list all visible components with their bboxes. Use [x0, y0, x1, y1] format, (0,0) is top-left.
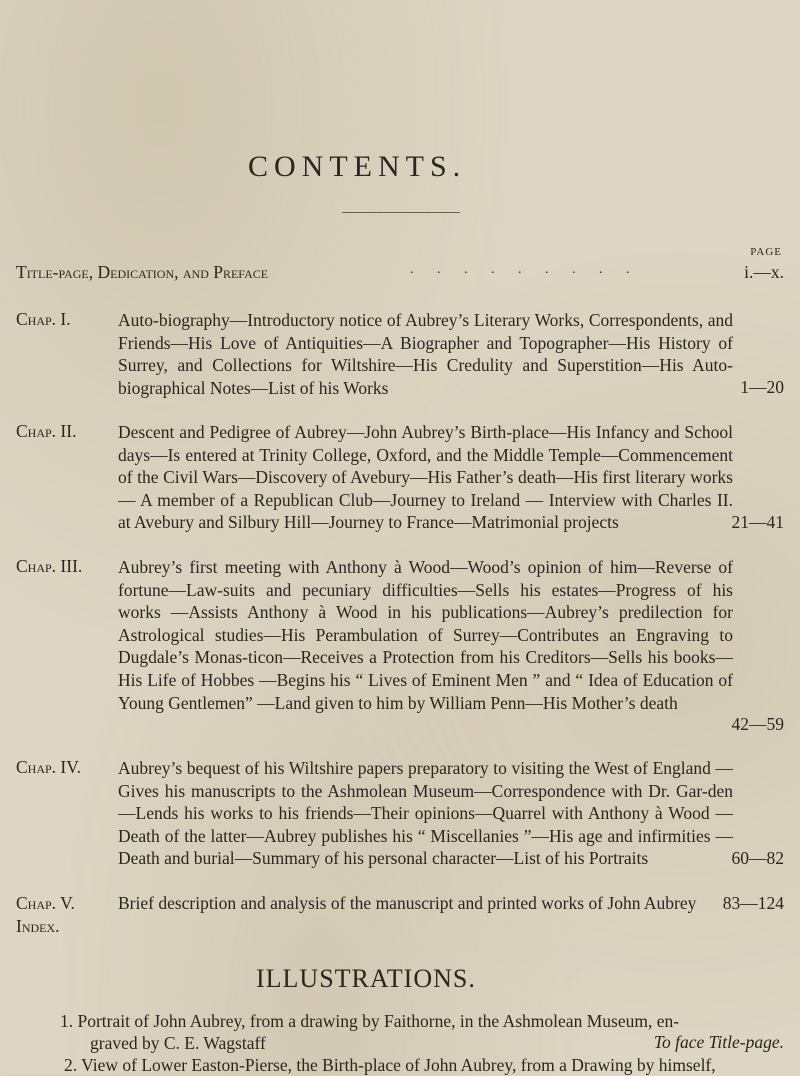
front-matter-label: Title-page, Dedication, and Preface	[16, 262, 269, 282]
page-title: CONTENTS.	[248, 150, 467, 183]
chapter-pages: 21—41	[731, 512, 784, 532]
chapter-pages: 42—59	[731, 714, 784, 734]
index-label: Index.	[16, 916, 60, 936]
illustration-location: To face Title-page.	[653, 1032, 784, 1052]
chapter-label: Chap. III.	[16, 556, 83, 576]
front-matter-leader: . . . . . . . . .	[410, 262, 640, 277]
title-rule	[342, 212, 460, 213]
chapter-summary: Aubrey’s first meeting with Anthony à Wood—Wood’s opinion of him—Reverse of fortune—Law-suits and pecuniary difficulties—Sells his estates—Progress of his works —Assists Anthony à Wood in his publications—Aubrey’s predilection for Astrological studies—His Perambulation of Surrey—Contributes an Engraving to Dugdale’s Monas-ticon—Receives a Protection from his Creditors—Sells his books—His Life of Hobbes —Begins his “ Lives of Eminent Men ” and “ Idea of Education of Young Gentlemen” —Land given to him by William Penn—His Mother’s death	[118, 557, 733, 713]
front-matter-pages: i.—x.	[744, 262, 784, 282]
chapter-label: Chap. IV.	[16, 757, 82, 777]
chapter-summary: Aubrey’s bequest of his Wiltshire papers preparatory to visiting the West of England —Gives his manuscripts to the Ashmolean Museum—Correspondence with Dr. Gar-den—Lends his works to his friends—Their opinions—Quarrel with Anthony à Wood —Death of the latter—Aubrey publishes his “ Miscellanies ”—His age and infirmities —Death and burial—Summary of his personal character—List of his Portraits	[118, 758, 733, 869]
chapter-summary: Brief description and analysis of the manuscript and printed works of John Aubrey	[118, 893, 697, 913]
illustrations-heading: ILLUSTRATIONS.	[256, 964, 476, 993]
page-column-label: PAGE	[750, 246, 782, 258]
illustration-line: 1. Portrait of John Aubrey, from a drawing by Faithorne, in the Ashmolean Museum, en-	[60, 1011, 680, 1031]
chapter-summary: Descent and Pedigree of Aubrey—John Aubrey’s Birth-place—His Infancy and School days—Is entered at Trinity College, Oxford, and the Middle Temple—Commencement of the Civil Wars—Discovery of Avebury—His Father’s death—His first literary works — A member of a Republican Club—Journey to Ireland — Interview with Charles II. at Avebury and Silbury Hill—Journey to France—Matrimonial projects	[118, 422, 733, 533]
illustration-line: 2. View of Lower Easton-Pierse, the Birth-place of John Aubrey, from a Drawing by himself,	[64, 1055, 716, 1075]
chapter-label: Chap. I.	[16, 309, 71, 329]
chapter-label: Chap. II.	[16, 421, 77, 441]
chapter-pages: 60—82	[731, 848, 784, 868]
chapter-pages: 1—20	[740, 377, 784, 397]
illustration-line: graved by C. E. Wagstaff	[90, 1033, 266, 1053]
chapter-label: Chap. V.	[16, 893, 75, 913]
chapter-pages: 83—124	[722, 893, 784, 913]
chapter-summary: Auto-biography—Introductory notice of Aubrey’s Literary Works, Correspondents, and Friends—His Love of Antiquities—A Biographer and Topographer—His History of Surrey, and Collections for Wiltshire—His Credulity and Superstition—His Auto-biographical Notes—List of his Works	[118, 310, 733, 398]
